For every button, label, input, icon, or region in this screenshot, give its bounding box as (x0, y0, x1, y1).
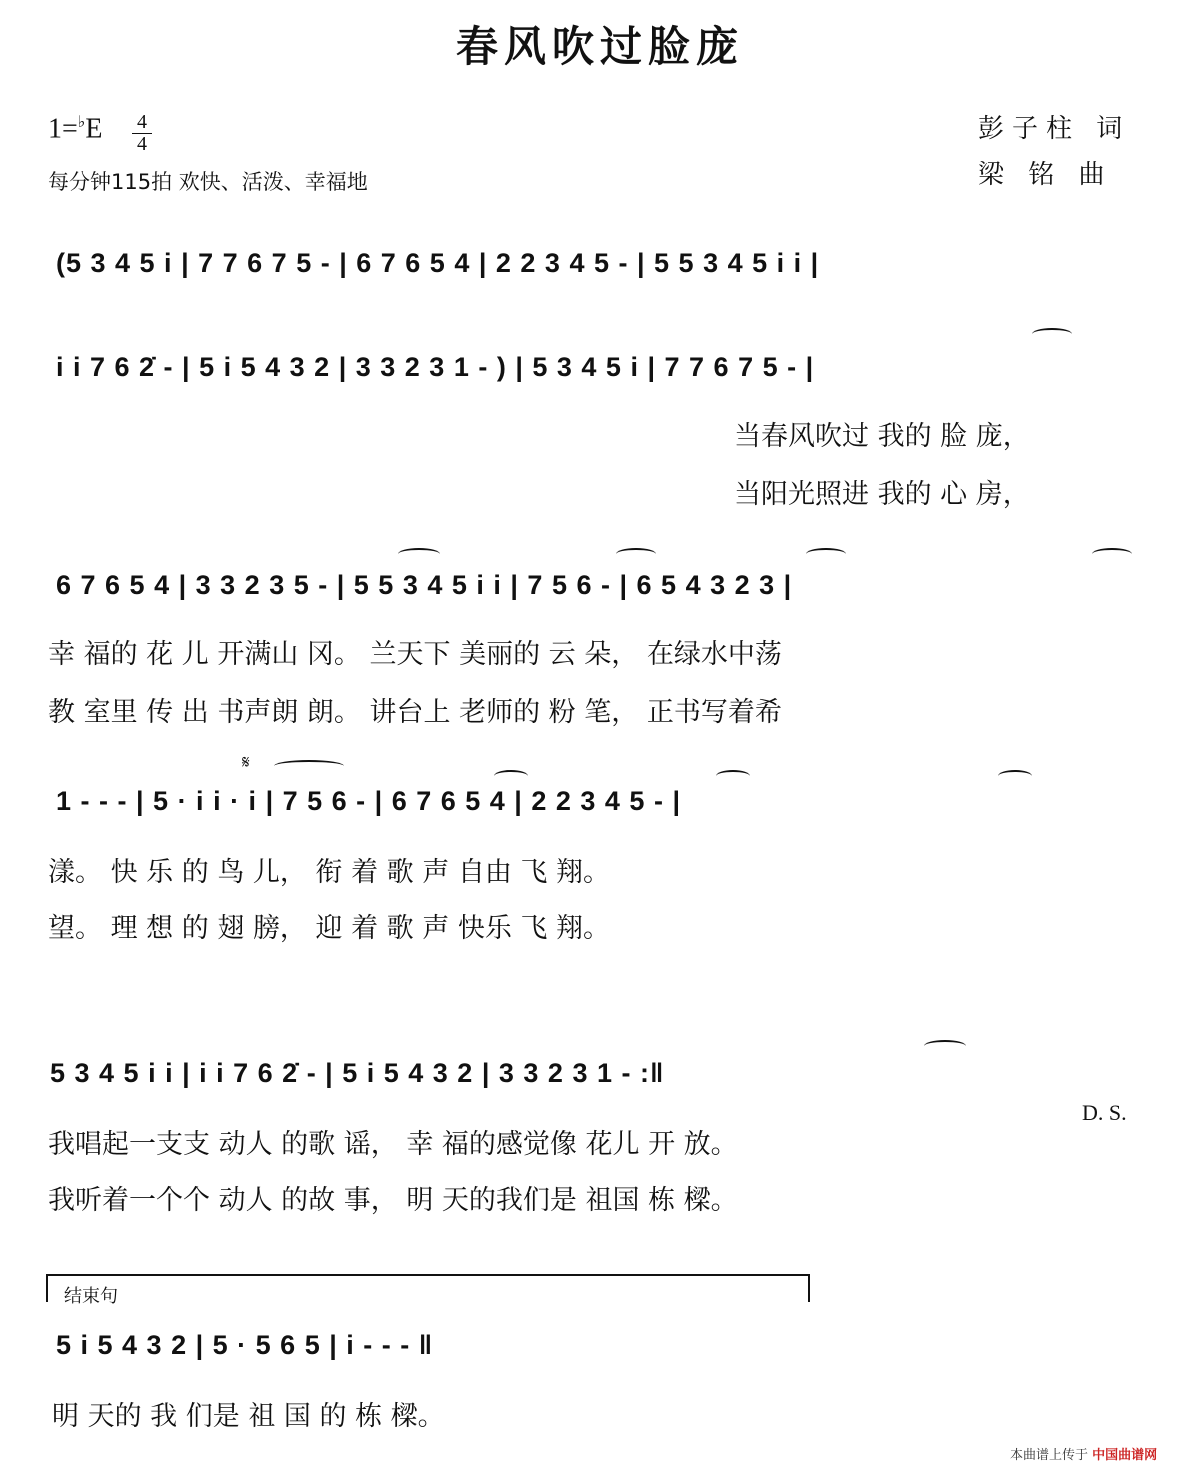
notation-line-3: 6 7 6 5 4 | 3 3 2 3 5 - | 5 5 3 4 5 i i | 7 5 6 - | 6 5 4 3 2 3 | (56, 570, 793, 600)
slur (924, 1040, 966, 1052)
page-title: 春风吹过脸庞 (455, 22, 744, 71)
coda-label: 结束句 (64, 1286, 118, 1307)
tempo-marking: 每分钟115拍 欢快、活泼、幸福地 (48, 170, 368, 194)
notation-line-1: (5 3 4 5 i | 7 7 6 7 5 - | 6 7 6 5 4 | 2 2 3 4 5 - | 5 5 3 4 5 i i | (56, 248, 820, 278)
slur (398, 548, 440, 560)
lyric-line: 教 室里 传 出 书声朗 朗。 讲台上 老师的 粉 笔， 正书写着希 (48, 697, 782, 728)
slur (716, 770, 750, 782)
slur (998, 770, 1032, 782)
coda-bracket (46, 1274, 810, 1302)
lyric-line: 望。 理 想 的 翅 膀， 迎 着 歌 声 快乐 飞 翔。 (48, 913, 610, 944)
slur (494, 770, 528, 782)
notation-line-2: i i 7 6 2̇ - | 5 i 5 4 3 2 | 3 3 2 3 1 - ) | 5 3 4 5 i | 7 7 6 7 5 - | (56, 352, 815, 382)
site-logo: 中国曲谱网 (1092, 1448, 1158, 1463)
lyric-line: 当阳光照进 我的 心 房， (734, 479, 1030, 510)
slur (806, 548, 846, 560)
notation-line-5: 5 3 4 5 i i | i i 7 6 2̇ - | 5 i 5 4 3 2 | 3 3 2 3 1 - :‖ (50, 1058, 665, 1088)
lyric-line: 明 天的 我 们是 祖 国 的 栋 樑。 (52, 1401, 445, 1432)
slur (274, 760, 344, 772)
key-signature: 1=♭E (48, 113, 103, 145)
lyricist-credit: 彭子柱 词 (978, 114, 1131, 144)
notation-line-4: 1 - - - | 5 · i i · i | 7 5 6 - | 6 7 6 5 4 | 2 2 3 4 5 - | (56, 786, 681, 816)
lyric-line: 当春风吹过 我的 脸 庞， (734, 421, 1030, 452)
source-footer: 本曲谱上传于 中国曲谱网 (1010, 1448, 1158, 1463)
lyric-line: 漾。 快 乐 的 鸟 儿， 衔 着 歌 声 自由 飞 翔。 (48, 857, 610, 888)
lyric-line: 我唱起一支支 动人 的歌 谣， 幸 福的感觉像 花儿 开 放。 (48, 1129, 738, 1160)
time-signature: 4 4 (132, 112, 152, 155)
segno-sign: 𝄋 (242, 752, 250, 773)
slur (616, 548, 656, 560)
slur (1032, 328, 1072, 340)
composer-credit: 梁 铭 曲 (978, 160, 1113, 190)
notation-line-6: 5 i 5 4 3 2 | 5 · 5 6 5 | i - - - ‖ (56, 1330, 434, 1360)
slur (1092, 548, 1132, 560)
dal-segno-mark: D. S. (1082, 1100, 1127, 1125)
lyric-line: 幸 福的 花 儿 开满山 冈。 兰天下 美丽的 云 朵， 在绿水中荡 (48, 639, 782, 670)
lyric-line: 我听着一个个 动人 的故 事， 明 天的我们是 祖国 栋 樑。 (48, 1185, 738, 1216)
